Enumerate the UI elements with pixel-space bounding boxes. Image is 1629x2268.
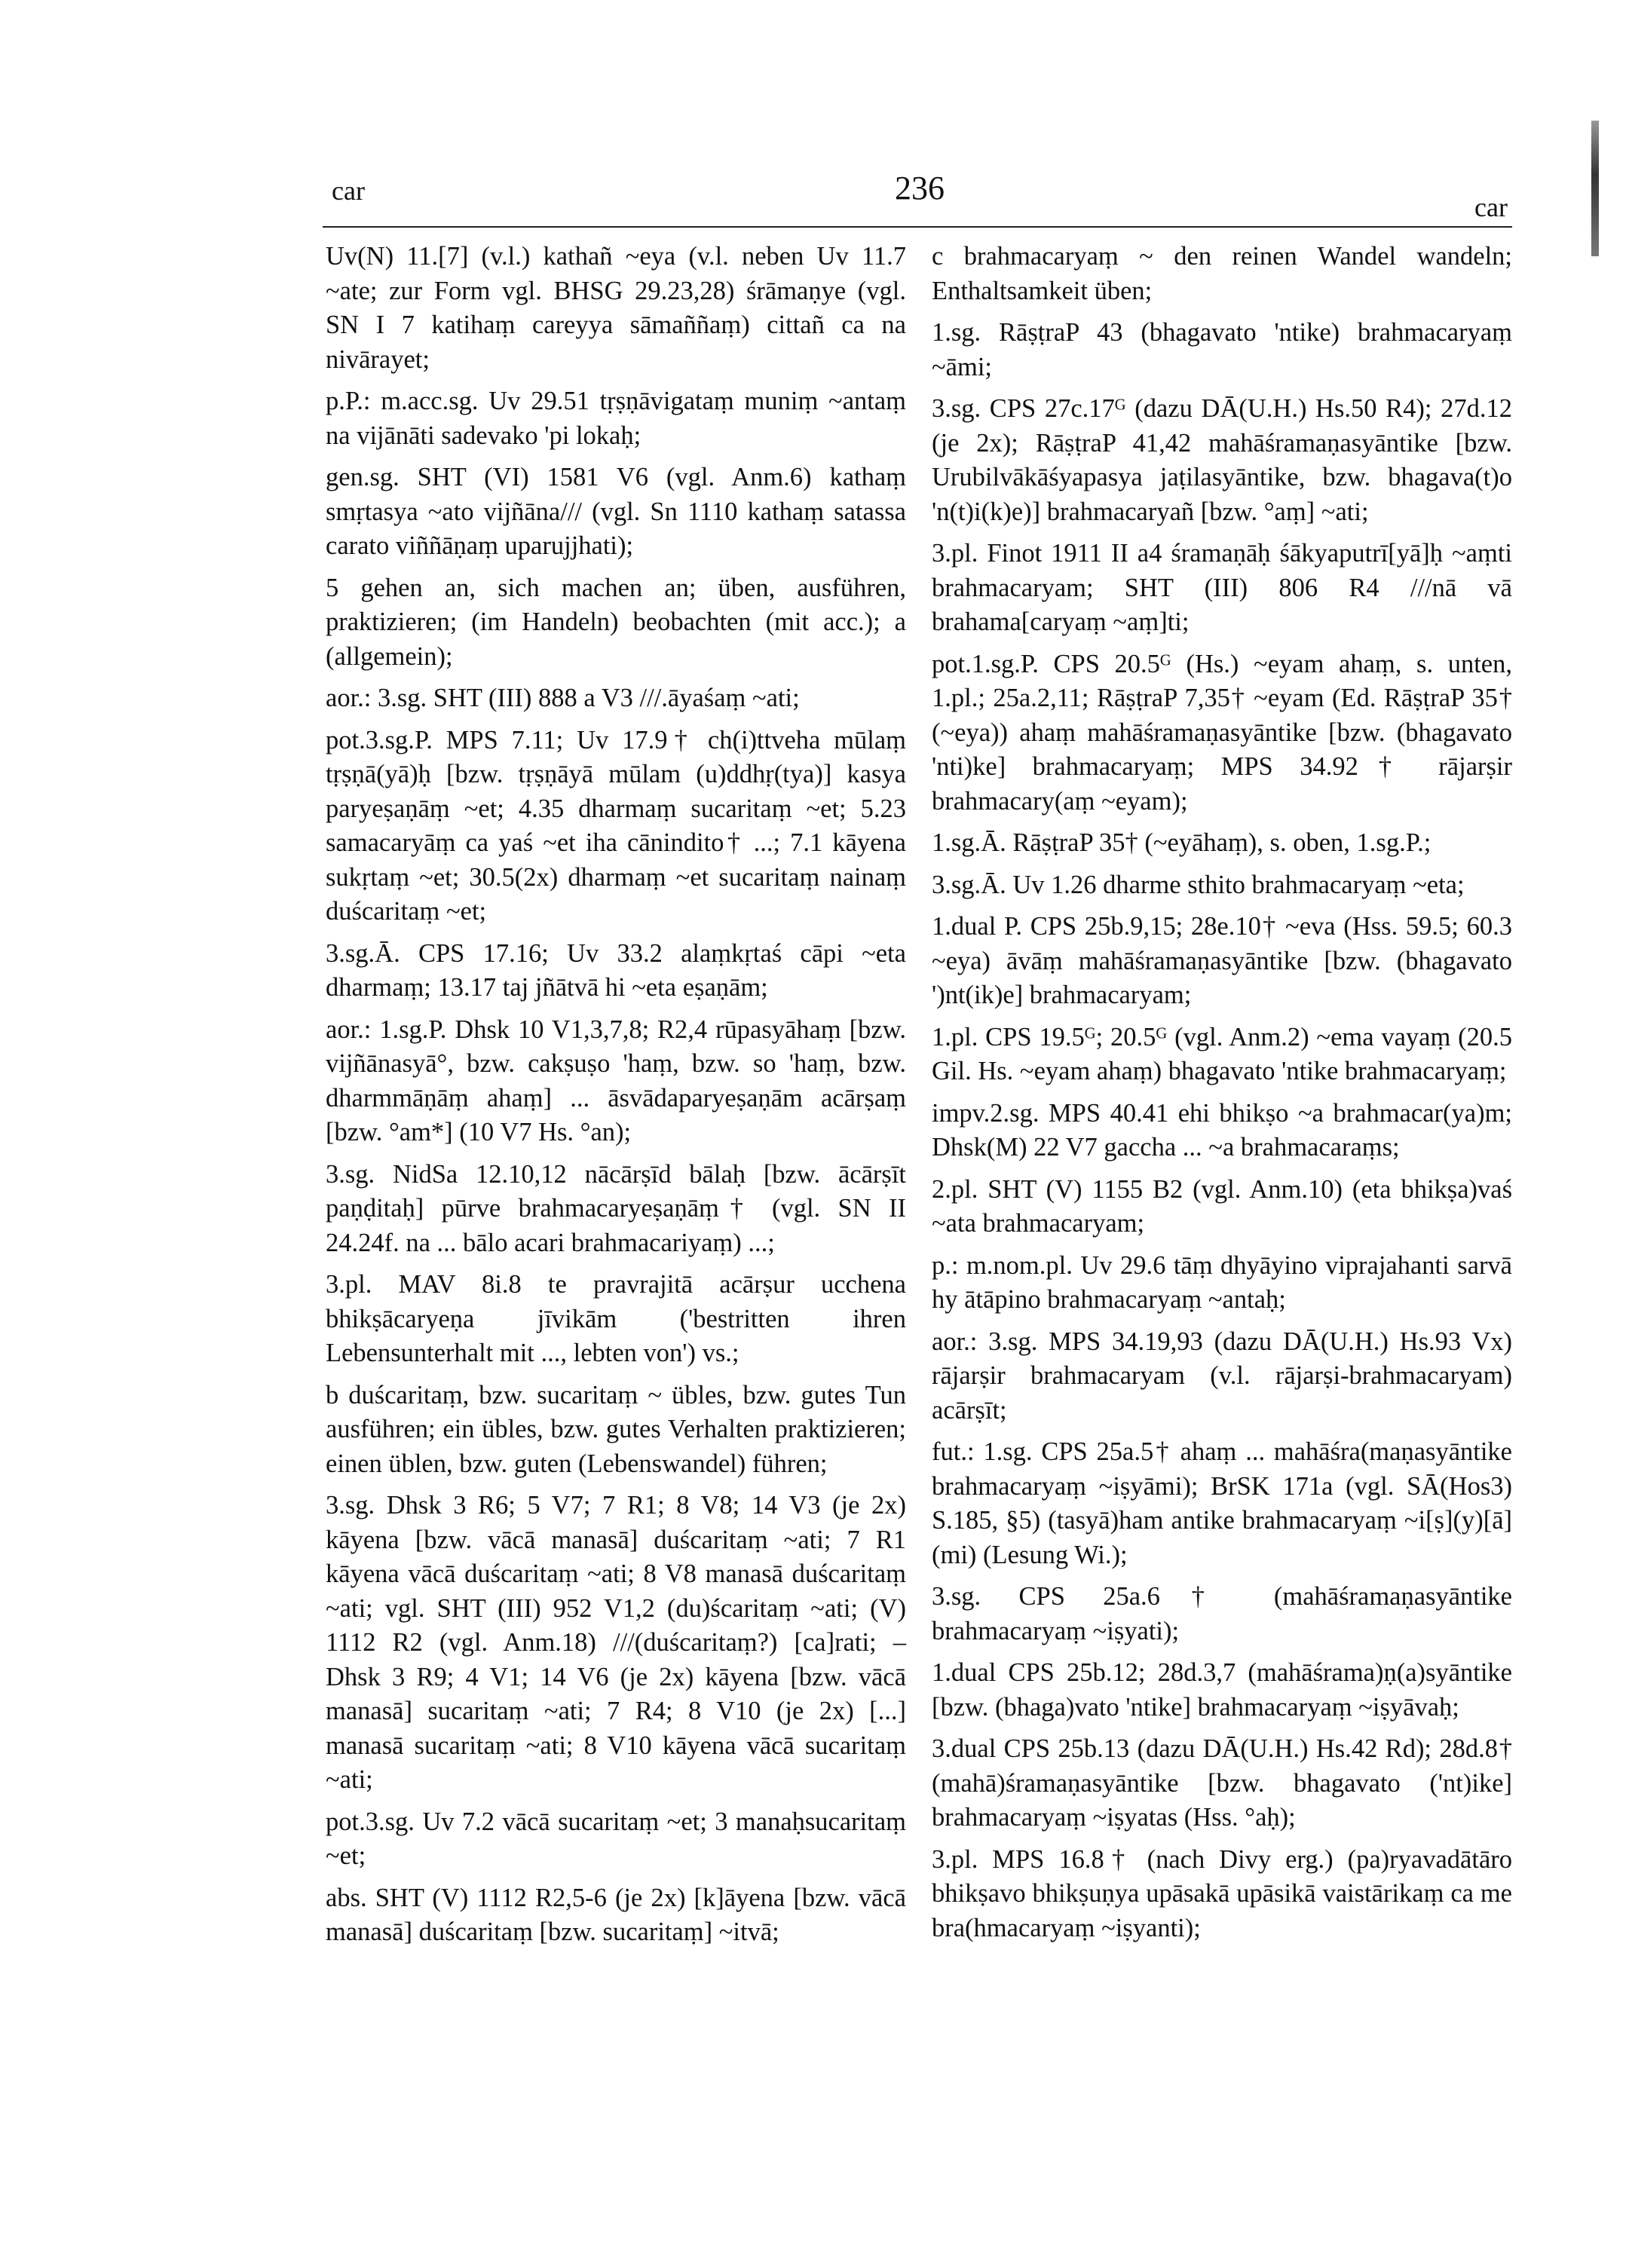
entry: 1.pl. CPS 19.5ᴳ; 20.5ᴳ (vgl. Anm.2) ~ema vayaṃ (20.5 Gil. Hs. ~eyam ahaṃ) bhagavato 'ntike brahmacaryaṃ; [932,1022,1512,1085]
entry: gen.sg. SHT (VI) 1581 V6 (vgl. Anm.6) kathaṃ smṛtasya ~ato vijñāna/// (vgl. Sn 1110 kathaṃ satassa carato viññāṇaṃ uparujjhati); [326,463,906,560]
left-column [326,240,906,1957]
entry: 3.dual CPS 25b.13 (dazu DĀ(U.H.) Hs.42 Rd); 28d.8† (mahā)śramaṇasyāntike [bzw. bhagavato ('nt)ike] brahmacaryaṃ ~iṣyatas (Hss. °aḥ); [932,1734,1512,1832]
entry: 3.sg.Ā. Uv 1.26 dharme sthito brahmacaryaṃ ~eta; [932,870,1465,899]
entry: 3.sg. NidSa 12.10,12 nācārṣīd bālaḥ [bzw. ācārṣīt paṇḍitaḥ] pūrve brahmacaryeṣaṇāṃ† (vgl. SN II 24.24f. na ... bālo acari brahmacariyaṃ) ...; [326,1159,906,1257]
entry: 3.pl. Finot 1911 II a4 śramaṇāḥ śākyaputrī[yā]ḥ ~aṃti brahmacaryam; SHT (III) 806 R4 ///nā vā brahama[caryaṃ ~aṃ]ti; [932,539,1512,636]
entry: aor.: 1.sg.P. Dhsk 10 V1,3,7,8; R2,4 rūpasyāhaṃ [bzw. vijñānasyā°, bzw. cakṣuṣo 'haṃ, bzw. so 'haṃ, bzw. dharmmāṇāṃ ahaṃ] ... āsvādaparyeṣaṇām acārṣaṃ [bzw. °am*] (10 V7 Hs. °an); [326,1015,906,1146]
page-header [332,170,1508,222]
entry: 1.sg. RāṣṭraP 43 (bhagavato 'ntike) brahmacaryaṃ ~āmi; [932,318,1512,381]
page-number: 236 [895,170,945,207]
entry: pot.1.sg.P. CPS 20.5ᴳ (Hs.) ~eyam ahaṃ, s. unten, 1.pl.; 25a.2,11; RāṣṭraP 7,35† ~eyam (Ed. RāṣṭraP 35† (~eya)) ahaṃ mahāśramaṇasyāntike [bzw. (bhagavato 'nti)ke] brahmacaryaṃ; MPS 34.92† rājarṣir brahmacary(aṃ ~eyam); [932,649,1512,816]
entry: 3.sg. CPS 25a.6† (mahāśramaṇasyāntike brahmacaryaṃ ~iṣyati); [932,1582,1512,1645]
entry: p.P.: m.acc.sg. Uv 29.51 tṛṣṇāvigataṃ muniṃ ~antaṃ na vijānāti sadevako 'pi lokaḥ; [326,387,906,450]
entry: 3.sg. Dhsk 3 R6; 5 V7; 7 R1; 8 V8; 14 V3 (je 2x) kāyena [bzw. vācā manasā] duścaritaṃ ~ati; 7 R1 kāyena vācā duścaritaṃ ~ati; 8 V8 manasā duścaritaṃ ~ati; vgl. SHT (III) 952 V1,2 (du)ścaritaṃ ~ati; (V) 1112 R2 (vgl. Anm.18) ///(duścaritaṃ?) [ca]rati; – Dhsk 3 R9; 4 V1; 14 V6 (je 2x) kāyena [bzw. vācā manasā] sucaritaṃ ~ati; 7 R4; 8 V10 (je 2x) [...] manasā sucaritaṃ ~ati; 8 V10 kāyena vācā sucaritaṃ ~ati; [326,1491,906,1794]
entry: 3.pl. MAV 8i.8 te pravrajitā acārṣur ucchena bhikṣācaryeṇa jīvikām ('bestritten ihren Lebensunterhalt mit ..., lebten von') vs.; [326,1270,906,1367]
entry: pot.3.sg.P. MPS 7.11; Uv 17.9† ch(i)ttveha mūlaṃ tṛṣṇā(yā)ḥ [bzw. tṛṣṇāyā mūlam (u)ddhṛ(tya)] kasya paryeṣaṇāṃ ~et; 4.35 dharmaṃ sucaritaṃ ~et; 5.23 samacaryāṃ ca yaś ~et iha cānindito† ...; 7.1 kāyena sukṛtaṃ ~et; 30.5(2x) dharmaṃ ~et sucaritaṃ nainaṃ duścaritaṃ ~et; [326,725,906,926]
entry: b duścaritaṃ, bzw. sucaritaṃ ~ übles, bzw. gutes Tun ausführen; ein übles, bzw. gutes Verhalten praktizieren; einen üblen, bzw. guten (Lebenswandel) führen; [326,1380,906,1478]
entry: 1.dual P. CPS 25b.9,15; 28e.10† ~eva (Hss. 59.5; 60.3 ~eya) āvāṃ mahāśramaṇasyāntike [bzw. (bhagavato ')nt(ik)e] brahmacaryam; [932,912,1512,1009]
entry: impv.2.sg. MPS 40.41 ehi bhikṣo ~a brahmacar(ya)m; Dhsk(M) 22 V7 gaccha ... ~a brahmacaraṃs; [932,1098,1512,1162]
entry: abs. SHT (V) 1112 R2,5-6 (je 2x) [k]āyena [bzw. vācā manasā] duścaritaṃ [bzw. sucaritaṃ] ~itvā; [326,1883,906,1946]
entry: 1.sg.Ā. RāṣṭraP 35† (~eyāhaṃ), s. oben, 1.sg.P.; [932,828,1431,857]
entry: aor.: 3.sg. MPS 34.19,93 (dazu DĀ(U.H.) Hs.93 Vx) rājarṣir brahmacaryam (v.l. rājarṣi-brahmacaryam) acārṣīt; [932,1327,1512,1425]
scan-edge-mark [1591,121,1599,256]
entry: pot.3.sg. Uv 7.2 vācā sucaritaṃ ~et; 3 manaḥsucaritaṃ ~et; [326,1807,906,1870]
header-right-word: car [1474,192,1508,222]
entry: Uv(N) 11.[7] (v.l.) kathañ ~eya (v.l. neben Uv 11.7 ~ate; zur Form vgl. BHSG 29.23,28) śrāmaṇye (vgl. SN I 7 katihaṃ careyya sāmaññaṃ) cittañ ca na nivārayet; [326,242,906,374]
entry: 3.sg.Ā. CPS 17.16; Uv 33.2 alaṃkṛtaś cāpi ~eta dharmaṃ; 13.17 taj jñātvā hi ~eta eṣaṇām; [326,938,906,1002]
entry: c brahmacaryaṃ ~ den reinen Wandel wandeln; Enthaltsamkeit üben; [932,242,1512,305]
header-left-word: car [332,176,365,206]
entry: 5 gehen an, sich machen an; üben, ausführen, praktizieren; (im Handeln) beobachten (mit acc.); a (allgemein); [326,573,906,671]
entry: 2.pl. SHT (V) 1155 B2 (vgl. Anm.10) (eta bhikṣa)vaś ~ata brahmacaryam; [932,1174,1512,1238]
header-rule [323,226,1512,228]
entry: 1.dual CPS 25b.12; 28d.3,7 (mahāśrama)ṇ(a)syāntike [bzw. (bhaga)vato 'ntike] brahmacaryaṃ ~iṣyāvaḥ; [932,1658,1512,1722]
entry: aor.: 3.sg. SHT (III) 888 a V3 ///.āyaśaṃ ~ati; [326,684,800,712]
right-column [932,240,1512,1953]
entry: 3.sg. CPS 27c.17ᴳ (dazu DĀ(U.H.) Hs.50 R4); 27d.12 (je 2x); RāṣṭraP 41,42 mahāśramaṇasyāntike [bzw. Urubilvākāśyapasya jaṭilasyāntike, bzw. bhagava(t)o 'n(t)i(k)e)] brahmacaryañ [bzw. °aṃ] ~ati; [932,394,1512,526]
entry: fut.: 1.sg. CPS 25a.5† ahaṃ ... mahāśra(maṇasyāntike brahmacaryaṃ ~iṣyāmi); BrSK 171a (vgl. SĀ(Hos3) S.185, §5) (tasyā)ham antike brahmacaryaṃ ~i[ṣ](y)[ā](mi) (Lesung Wi.); [932,1437,1512,1569]
entry: 3.pl. MPS 16.8† (nach Divy erg.) (pa)ryavadātāro bhikṣavo bhikṣuṇya upāsakā upāsikā vaistārikaṃ ca me bra(hmacaryaṃ ~iṣyanti); [932,1844,1512,1942]
entry: p.: m.nom.pl. Uv 29.6 tāṃ dhyāyino viprajahanti sarvā hy ātāpino brahmacaryaṃ ~antaḥ; [932,1250,1512,1314]
